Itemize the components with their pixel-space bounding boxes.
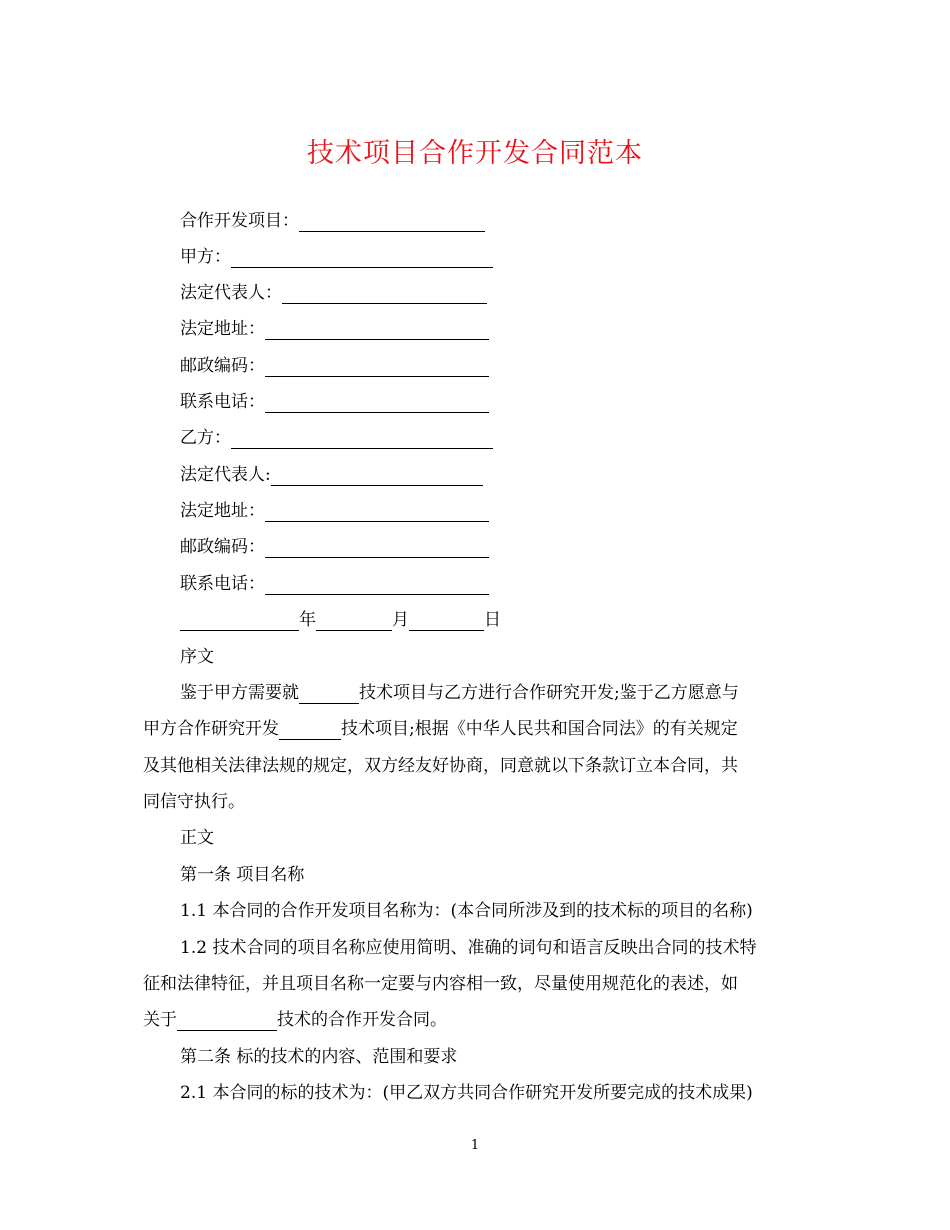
text: 甲方合作研究开发 [143,719,279,739]
field-label: 乙方： [180,428,231,448]
field-postcode-a [180,355,489,377]
field-phone-b [180,573,489,595]
clause-1-2-line: 征和法律特征，并且项目名称一定要与内容相一致，尽量使用规范化的表述，如 [143,974,738,994]
field-address-a [180,318,489,340]
field-label: 法定代表人： [180,283,282,303]
date-line [180,609,501,631]
preface-line [143,718,738,740]
field-label: 法定代表人: [180,465,271,485]
blank-line[interactable] [271,467,483,486]
field-legal-rep-b [180,464,483,486]
blank-line[interactable] [279,721,341,740]
blank-line[interactable] [265,358,489,377]
field-label: 邮政编码： [180,356,265,376]
field-party-a [180,246,493,268]
document-title: 技术项目合作开发合同范本 [307,138,643,169]
text: 技术项目与乙方进行合作研究开发;鉴于乙方愿意与 [359,683,739,703]
year-blank[interactable] [180,612,299,631]
clause-2-1: 2.1 本合同的标的技术为：(甲乙双方共同合作研究开发所要完成的技术成果) [180,1083,753,1103]
preface-heading: 序文 [180,647,214,667]
blank-line[interactable] [282,285,487,304]
preface-line: 同信守执行。 [143,792,245,812]
blank-line[interactable] [265,394,489,413]
blank-line[interactable] [265,321,489,340]
field-label: 甲方： [180,247,231,267]
text: 技术项目;根据《中华人民共和国合同法》的有关规定 [341,719,738,739]
day-blank[interactable] [409,612,484,631]
preface-line [180,682,739,704]
blank-line[interactable] [299,685,359,704]
field-address-b [180,500,489,522]
day-label: 日 [484,610,501,630]
field-project [180,210,485,232]
field-label: 法定地址： [180,501,265,521]
field-label: 联系电话： [180,574,265,594]
text: 技术的合作开发合同。 [277,1010,447,1030]
clause-1-2-line: 1.2 技术合同的项目名称应使用简明、准确的词句和语言反映出合同的技术特 [180,938,757,958]
text: 鉴于甲方需要就 [180,683,299,703]
blank-line[interactable] [265,503,489,522]
blank-line[interactable] [177,1012,277,1031]
blank-line[interactable] [265,576,489,595]
blank-line[interactable] [299,213,485,232]
field-label: 联系电话： [180,392,265,412]
clause-1-1: 1.1 本合同的合作开发项目名称为：(本合同所涉及到的技术标的项目的名称) [180,901,753,921]
text: 关于 [143,1010,177,1030]
blank-line[interactable] [231,249,493,268]
article-heading: 第二条 标的技术的内容、范围和要求 [180,1047,458,1067]
clause-1-2-line [143,1009,447,1031]
month-blank[interactable] [316,612,392,631]
field-postcode-b [180,536,489,558]
field-label: 法定地址： [180,319,265,339]
page-number: 1 [470,1138,480,1153]
field-label: 邮政编码： [180,537,265,557]
article-heading: 第一条 项目名称 [180,865,305,885]
field-label: 合作开发项目： [180,211,299,231]
blank-line[interactable] [231,430,493,449]
month-label: 月 [392,610,409,630]
field-party-b [180,427,493,449]
field-phone-a [180,391,489,413]
blank-line[interactable] [265,539,489,558]
year-label: 年 [299,610,316,630]
body-heading: 正文 [180,828,214,848]
preface-line: 及其他相关法律法规的规定，双方经友好协商，同意就以下条款订立本合同，共 [143,756,738,776]
field-legal-rep-a [180,282,487,304]
